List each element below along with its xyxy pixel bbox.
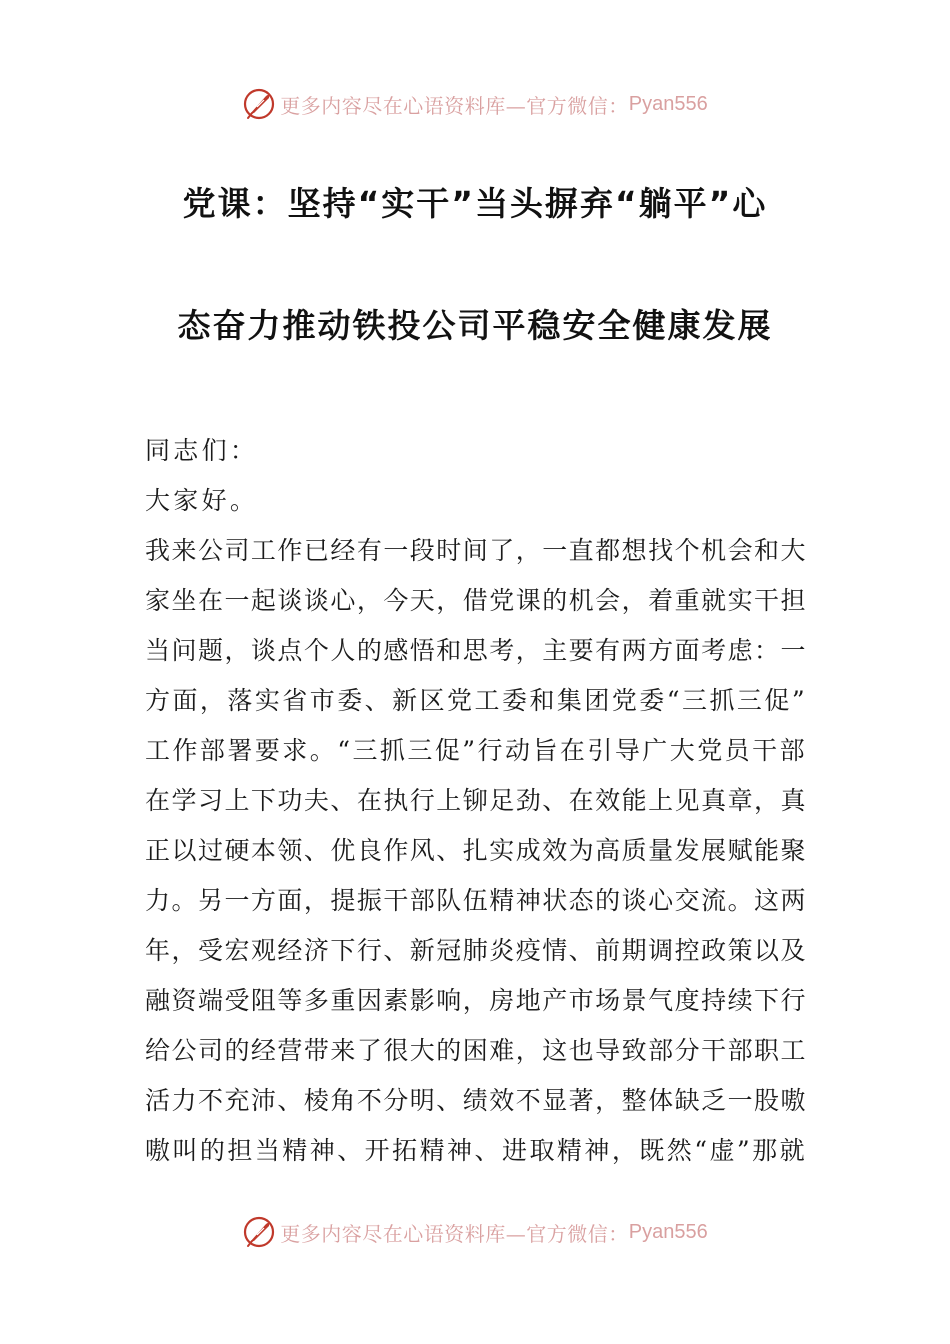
paragraph-line: 在学习上下功夫、在执行上铆足劲、在效能上见真章，真: [145, 786, 807, 815]
greeting: 大家好。: [145, 486, 259, 515]
salutation: 同志们：: [145, 436, 259, 465]
document-body: [145, 426, 807, 1176]
paragraph-line: 家坐在一起谈谈心，今天，借党课的机会，着重就实干担: [145, 586, 807, 615]
header-banner-text: 更多内容尽在心语资料库—官方微信：: [280, 93, 629, 118]
paragraph-line: 工作部署要求。“三抓三促”行动旨在引导广大党员干部: [145, 736, 808, 765]
footer-banner-text: 更多内容尽在心语资料库—官方微信：: [280, 1221, 629, 1246]
paragraph-line: 我来公司工作已经有一段时间了，一直都想找个机会和大: [145, 536, 807, 565]
quill-logo-icon: [242, 87, 276, 121]
header-banner: [0, 84, 950, 124]
paragraph-line: 正以过硬本领、优良作风、扎实成效为高质量发展赋能聚: [145, 836, 807, 865]
paragraph-line: 给公司的经营带来了很大的困难，这也导致部分干部职工: [145, 1036, 807, 1065]
paragraph-line: 力。另一方面，提振干部队伍精神状态的谈心交流。这两: [145, 886, 807, 915]
paragraph-line: 方面，落实省市委、新区党工委和集团党委“三抓三促”: [145, 686, 808, 715]
footer-banner-wechat: Pyan556: [628, 1220, 708, 1243]
document-title-line-1: 党课：坚持“实干”当头摒弃“躺平”心: [182, 184, 768, 223]
paragraph-line: 嗷叫的担当精神、开拓精神、进取精神，既然“虚”那就: [145, 1136, 808, 1165]
paragraph-line: 活力不充沛、棱角不分明、绩效不显著，整体缺乏一股嗷: [145, 1086, 807, 1115]
paragraph-line: 当问题，谈点个人的感悟和思考，主要有两方面考虑：一: [145, 636, 807, 665]
document-title-line-2: 态奋力推动铁投公司平稳安全健康发展: [177, 306, 773, 345]
footer-banner: [0, 1212, 950, 1252]
paragraph-line: 融资端受阻等多重因素影响，房地产市场景气度持续下行: [145, 986, 807, 1015]
body-paragraph: [145, 526, 807, 1176]
paragraph-line: 年，受宏观经济下行、新冠肺炎疫情、前期调控政策以及: [145, 936, 807, 965]
header-banner-wechat: Pyan556: [628, 92, 708, 115]
quill-logo-icon: [242, 1215, 276, 1249]
